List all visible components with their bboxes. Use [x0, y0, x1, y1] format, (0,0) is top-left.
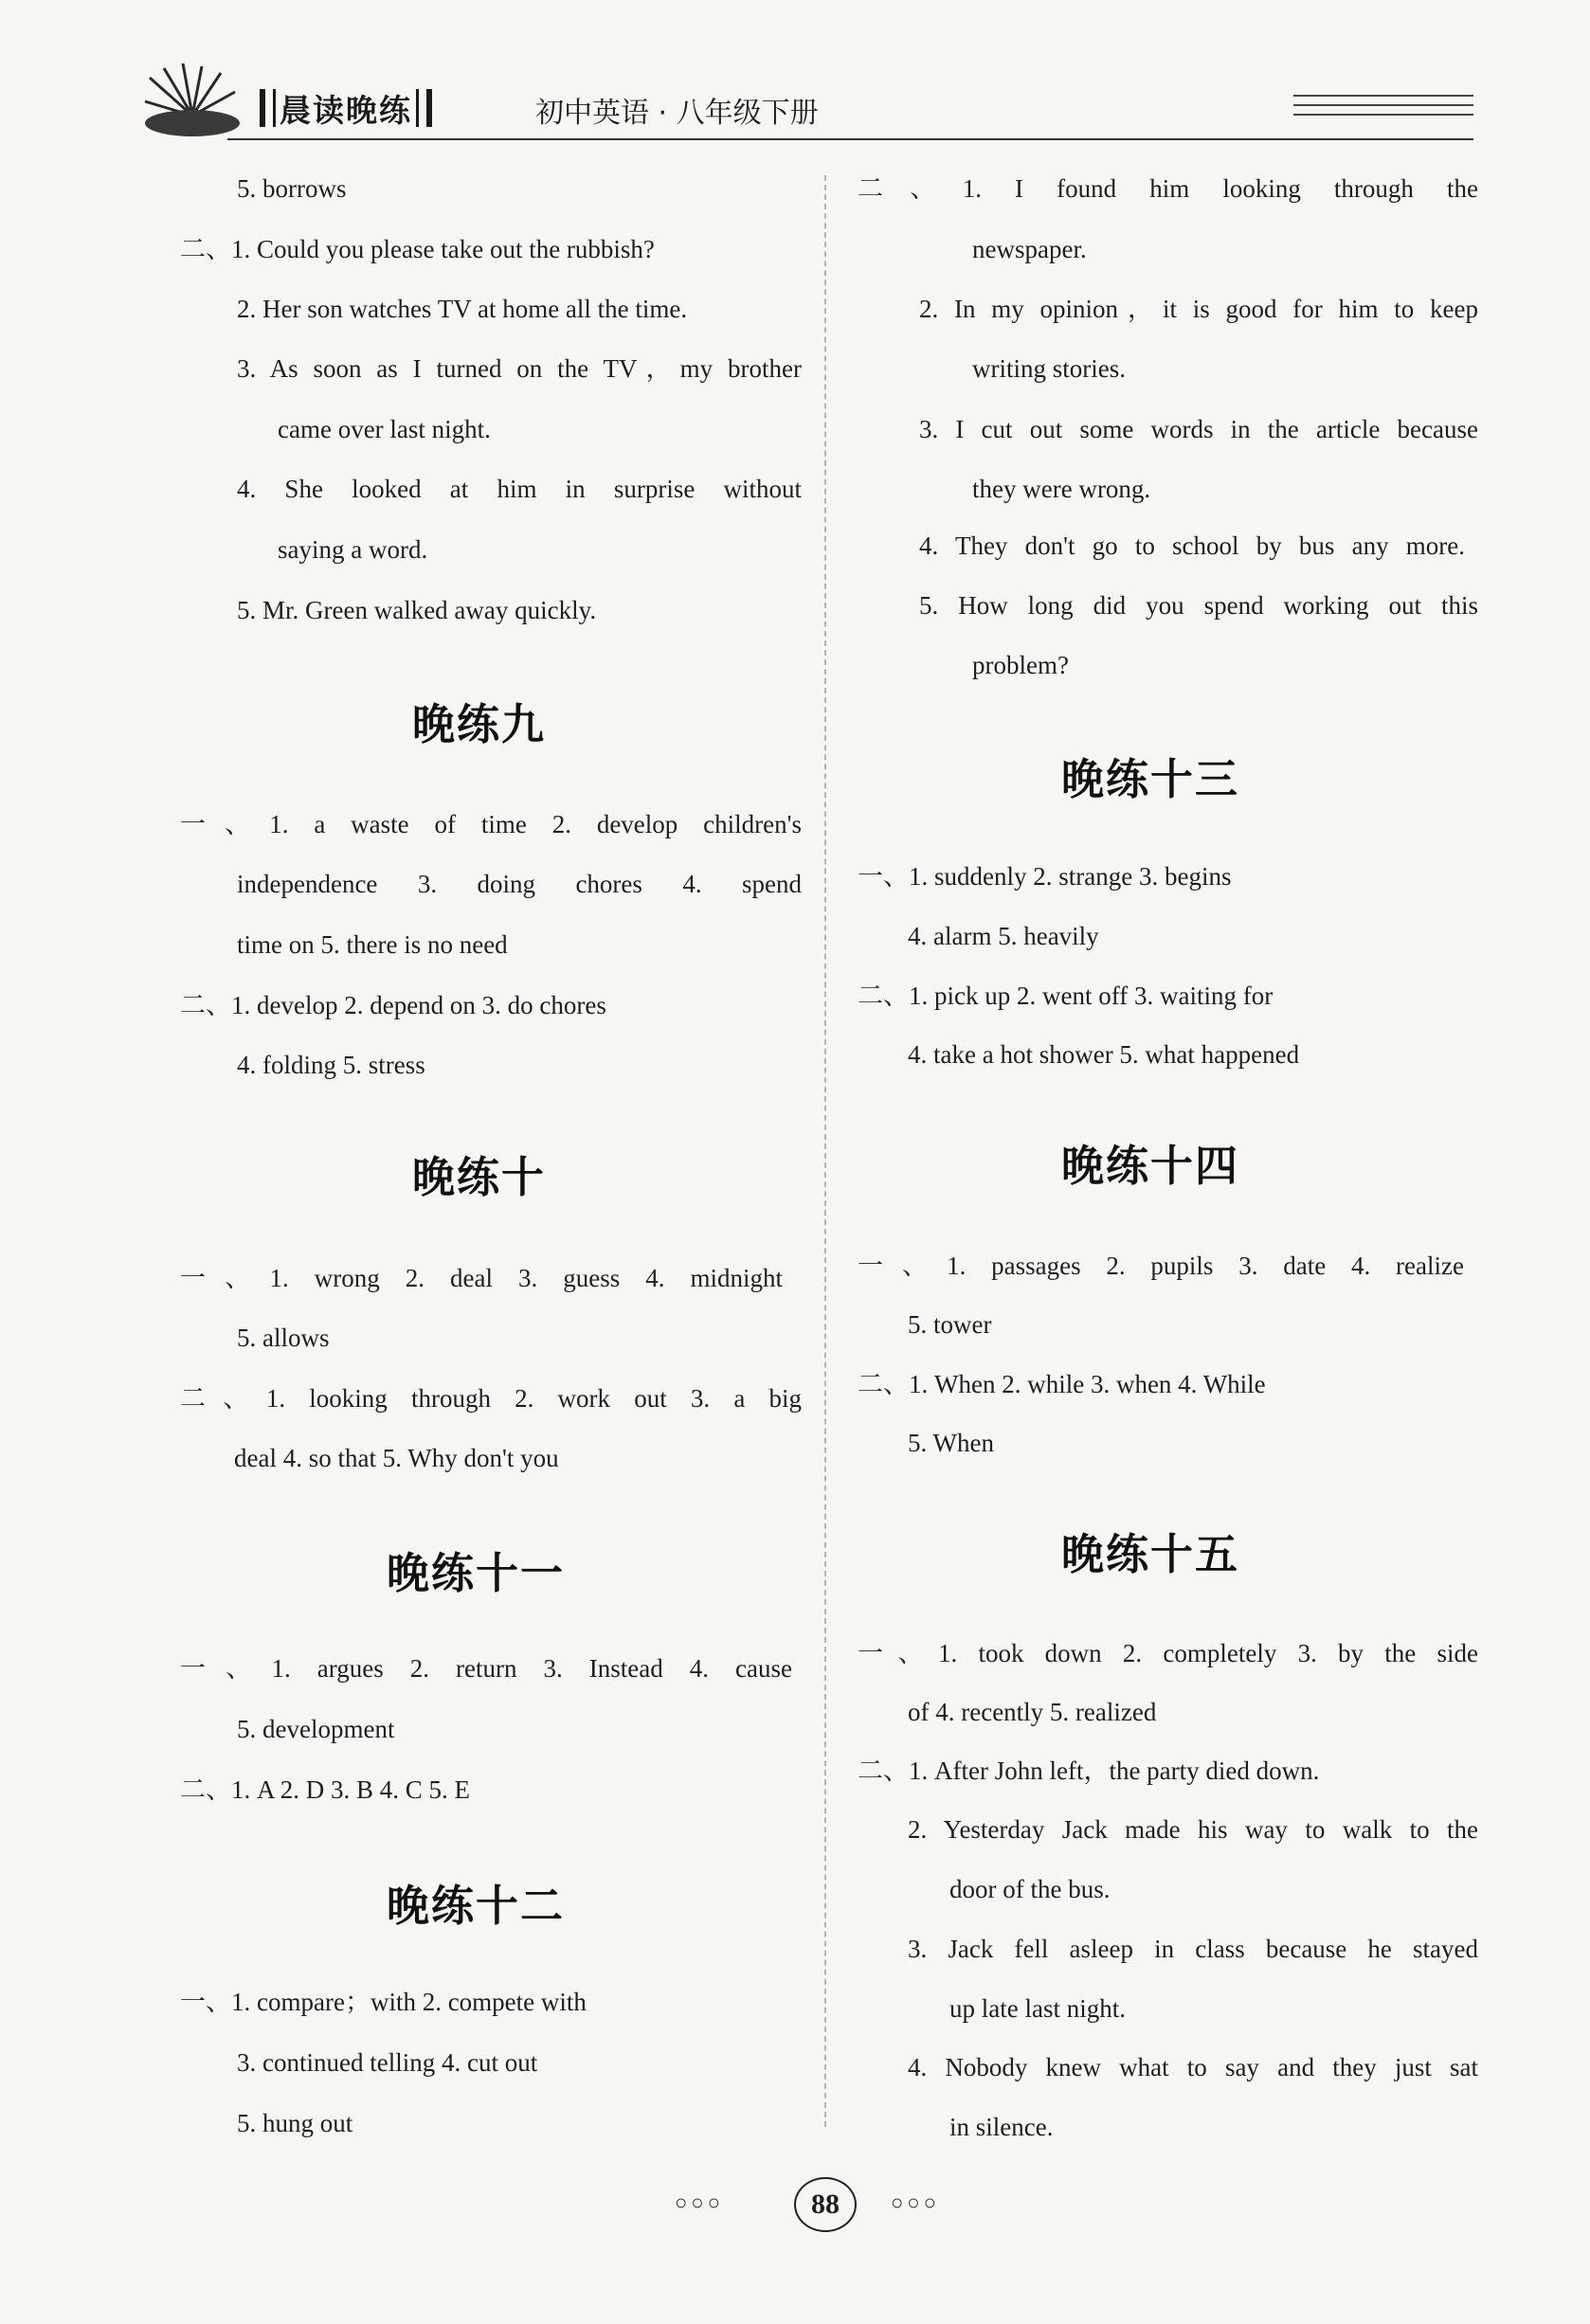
section-title: 晚练十二: [387, 1881, 566, 1931]
brand-title: 晨读晚练: [280, 91, 412, 129]
footer-dots-left: ○○○: [675, 2190, 724, 2214]
answer-line: 5. development: [237, 1715, 395, 1743]
answer-line: they were wrong.: [972, 475, 1151, 503]
answer-line: 3. As soon as I turned on the TV，my brother: [237, 354, 802, 383]
answer-line: 5. Mr. Green walked away quickly.: [237, 596, 597, 624]
header-subject: 初中英语 · 八年级下册: [535, 97, 819, 130]
header-brand: [256, 83, 436, 133]
answer-line: up late last night.: [949, 1994, 1126, 2023]
answer-line: newspaper.: [972, 235, 1087, 263]
answer-line: 一、1. took down 2. completely 3. by the side: [858, 1639, 1478, 1667]
answer-line: 一、1. compare；with 2. compete with: [180, 1988, 587, 2016]
answer-line: writing stories.: [972, 354, 1126, 383]
answer-line: independence 3. doing chores 4. spend: [237, 870, 802, 898]
answer-line: saying a word.: [278, 535, 428, 564]
answer-line: time on 5. there is no need: [237, 930, 508, 959]
answer-line: door of the bus.: [949, 1875, 1111, 1903]
answer-line: 4. She looked at him in surprise without: [237, 475, 802, 503]
answer-line: 二、1. pick up 2. went off 3. waiting for: [858, 982, 1274, 1010]
answer-line: 5. hung out: [237, 2109, 353, 2137]
answer-line: deal 4. so that 5. Why don't you: [234, 1444, 559, 1472]
answer-line: 4. folding 5. stress: [237, 1051, 425, 1079]
section-title: 晚练九: [412, 699, 547, 749]
answer-line: 4. Nobody knew what to say and they just sat: [908, 2053, 1478, 2081]
answer-line: 3. Jack fell asleep in class because he stayed: [908, 1935, 1478, 1963]
header-stripes: [1293, 95, 1473, 123]
answer-line: 5. allows: [237, 1324, 330, 1352]
header-rule: [227, 138, 1473, 140]
answer-line: 二、1. When 2. while 3. when 4. While: [858, 1370, 1266, 1398]
answer-line: 一、1. wrong 2. deal 3. guess 4. midnight: [180, 1264, 783, 1292]
answer-line: 2. In my opinion，it is good for him to keep: [919, 295, 1478, 323]
answer-line: 4. take a hot shower 5. what happened: [908, 1040, 1300, 1069]
answer-line: 5. tower: [908, 1310, 992, 1339]
answer-line: 一、1. passages 2. pupils 3. date 4. realize: [858, 1252, 1464, 1280]
section-title: 晚练十三: [1061, 754, 1240, 804]
answer-line: 4. alarm 5. heavily: [908, 922, 1099, 950]
answer-line: 二、1. I found him looking through the: [858, 174, 1478, 203]
answer-line: in silence.: [949, 2113, 1054, 2141]
answer-line: 5. borrows: [237, 174, 347, 203]
section-title: 晚练十四: [1061, 1141, 1240, 1191]
answer-line: 一、1. argues 2. return 3. Instead 4. cause: [180, 1654, 792, 1683]
answer-line: 二、1. looking through 2. work out 3. a big: [180, 1384, 802, 1413]
answer-line: 5. When: [908, 1429, 994, 1457]
footer-dots-right: ○○○: [891, 2190, 940, 2214]
answer-line: came over last night.: [278, 415, 491, 443]
answer-line: 二、1. develop 2. depend on 3. do chores: [180, 991, 606, 1019]
answer-line: 二、1. A 2. D 3. B 4. C 5. E: [180, 1775, 471, 1804]
answer-line: problem?: [972, 651, 1069, 679]
answer-line: 二、1. After John left，the party died down.: [858, 1757, 1320, 1785]
answer-line: 2. Her son watches TV at home all the time.: [237, 295, 688, 323]
answer-line: 二、1. Could you please take out the rubbish?: [180, 235, 655, 263]
answer-line: of 4. recently 5. realized: [908, 1698, 1157, 1726]
answer-line: 4. They don't go to school by bus any more.: [919, 531, 1465, 560]
answer-line: 2. Yesterday Jack made his way to walk to the: [908, 1815, 1478, 1844]
page-number: 88: [794, 2177, 857, 2232]
section-title: 晚练十一: [387, 1548, 566, 1598]
answer-line: 3. continued telling 4. cut out: [237, 2048, 538, 2077]
column-divider: [824, 175, 826, 2127]
answer-line: 5. How long did you spend working out this: [919, 591, 1478, 620]
answer-line: 一、1. suddenly 2. strange 3. begins: [858, 862, 1232, 891]
answer-line: 3. I cut out some words in the article because: [919, 415, 1478, 443]
section-title: 晚练十: [412, 1152, 547, 1202]
header-logo-icon: [140, 59, 244, 144]
section-title: 晚练十五: [1061, 1529, 1240, 1579]
answer-line: 一、1. a waste of time 2. develop children's: [180, 810, 802, 838]
